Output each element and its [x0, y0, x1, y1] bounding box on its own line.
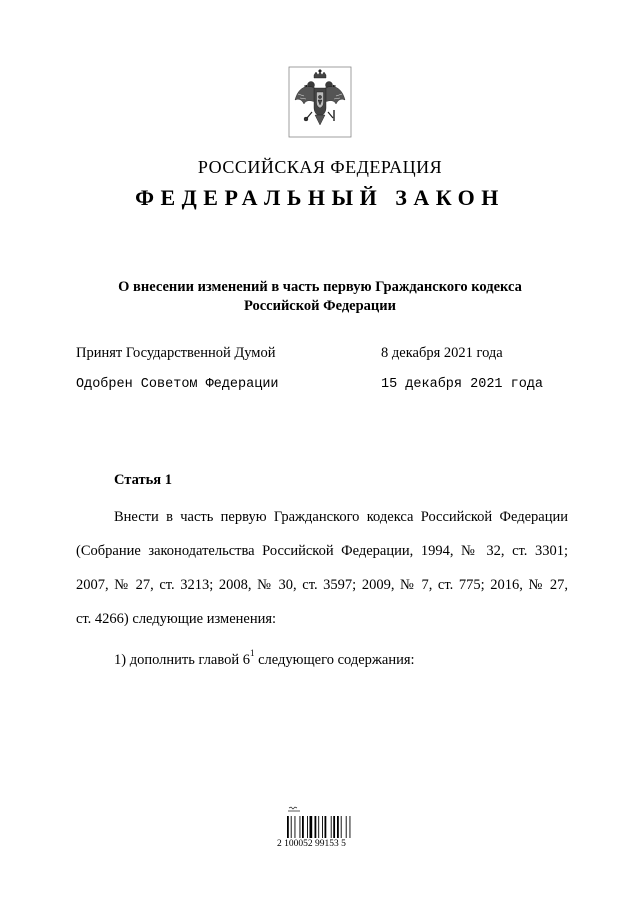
adoption-date: 8 декабря 2021 года	[381, 345, 503, 361]
paragraph-line: (Собрание законодательства Российской Федерации, 1994, № 32, ст. 3301;	[76, 543, 568, 559]
article-paragraph	[76, 500, 568, 636]
coat-of-arms-icon	[288, 66, 352, 138]
law-title	[96, 278, 544, 316]
law-type-heading: ФЕДЕРАЛЬНЫЙ ЗАКОН	[135, 185, 505, 210]
item-superscript: 1	[250, 648, 255, 658]
item-text: 1) дополнить главой 6	[114, 651, 250, 668]
paragraph-line: 2007, № 27, ст. 3213; 2008, № 30, ст. 3597; 2009, № 7, ст. 775; 2016, № 27,	[76, 577, 568, 593]
adoption-label: Принят Государственной Думой	[76, 345, 276, 361]
law-title-line: Российской Федерации	[243, 298, 396, 314]
article-heading: Статья 1	[114, 472, 172, 488]
adoption-label: Одобрен Советом Федерации	[76, 377, 279, 392]
barcode-number: 2 100052 99153 5	[277, 839, 346, 849]
amendment-item-1	[114, 650, 415, 669]
paragraph-line: Внести в часть первую Гражданского кодекса Российской Федерации	[114, 509, 568, 525]
law-title-line: О внесении изменений в часть первую Гражданского кодекса	[118, 279, 522, 295]
country-name: РОССИЙСКАЯ ФЕДЕРАЦИЯ	[197, 157, 443, 177]
paragraph-line: ст. 4266) следующие изменения:	[76, 611, 277, 627]
adoption-date: 15 декабря 2021 года	[381, 377, 544, 392]
item-text: следующего содержания:	[254, 651, 415, 668]
